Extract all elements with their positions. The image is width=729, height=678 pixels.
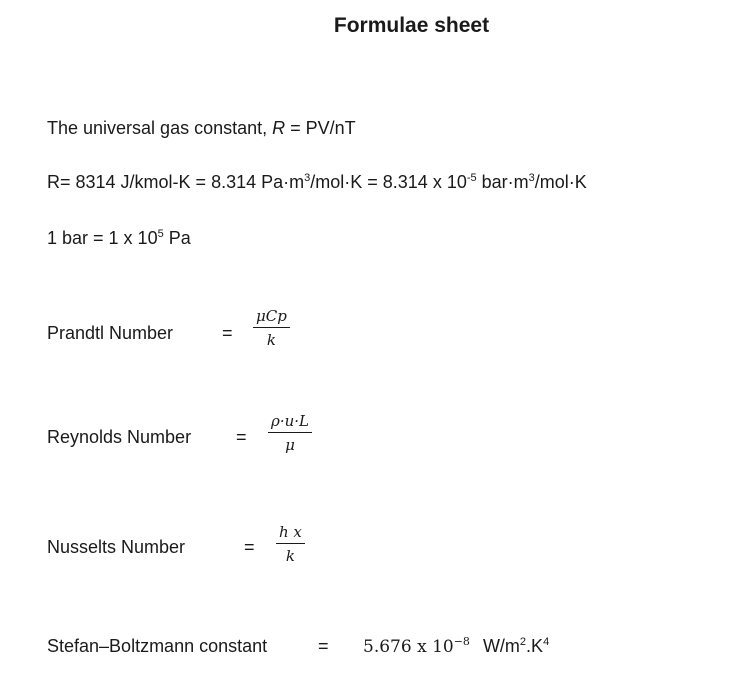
- prandtl-label: Prandtl Number: [47, 323, 174, 343]
- nusselt-label: Nusselts Number: [47, 537, 186, 557]
- bar-conversion-exp: 5: [157, 228, 164, 240]
- gas-constant-values: [47, 172, 587, 193]
- stefan-boltzmann-unit-exp-b: 4: [543, 636, 550, 648]
- gas-constant-suffix: = PV/nT: [285, 118, 356, 138]
- bar-conversion-unit: Pa: [163, 228, 191, 248]
- prandtl-fraction: [253, 307, 290, 349]
- nusselt-equals: =: [244, 537, 255, 557]
- bar-conversion-text: 1 bar = 1 x 10: [47, 228, 158, 248]
- stefan-boltzmann-unit-b: .K: [526, 636, 544, 656]
- stefan-boltzmann-unit-exp-a: 2: [519, 636, 527, 648]
- prandtl-denominator: k: [266, 331, 276, 349]
- gas-constant-symbol: R: [272, 118, 286, 138]
- stefan-boltzmann-mantissa: 5.676 x 10: [363, 637, 454, 657]
- prandtl-equals: =: [222, 323, 233, 343]
- stefan-boltzmann-value: [363, 636, 549, 657]
- r-value-exp1: 3: [304, 172, 311, 184]
- reynolds-label: Reynolds Number: [47, 427, 192, 447]
- stefan-boltzmann-label: Stefan–Boltzmann constant: [47, 636, 268, 656]
- r-value-part3: bar·m: [476, 172, 529, 192]
- r-value-part4: /mol·K: [534, 172, 587, 192]
- stefan-boltzmann-exponent: −8: [453, 635, 470, 648]
- stefan-boltzmann-unit-a: W/m: [482, 636, 520, 656]
- r-value-exp2: -5: [466, 172, 477, 184]
- reynolds-denominator: μ: [285, 436, 295, 454]
- r-value-exp3: 3: [528, 172, 535, 184]
- prandtl-numerator: μCp: [256, 307, 287, 325]
- gas-constant-definition: [47, 118, 356, 139]
- r-value-part2: /mol·K = 8.314 x 10: [310, 172, 467, 192]
- gas-constant-prefix: The universal gas constant,: [47, 118, 273, 138]
- page-title: Formulae sheet: [333, 14, 490, 37]
- stefan-boltzmann-equals: =: [318, 636, 329, 656]
- reynolds-fraction: [268, 412, 312, 454]
- bar-conversion: [47, 228, 191, 249]
- reynolds-equals: =: [236, 427, 247, 447]
- reynolds-numerator: ρ·u·L: [271, 412, 309, 430]
- nusselt-fraction: [276, 523, 305, 565]
- nusselt-denominator: k: [285, 547, 295, 565]
- r-value-part1: R= 8314 J/kmol-K = 8.314 Pa·m: [47, 172, 305, 192]
- nusselt-numerator: h x: [279, 523, 302, 541]
